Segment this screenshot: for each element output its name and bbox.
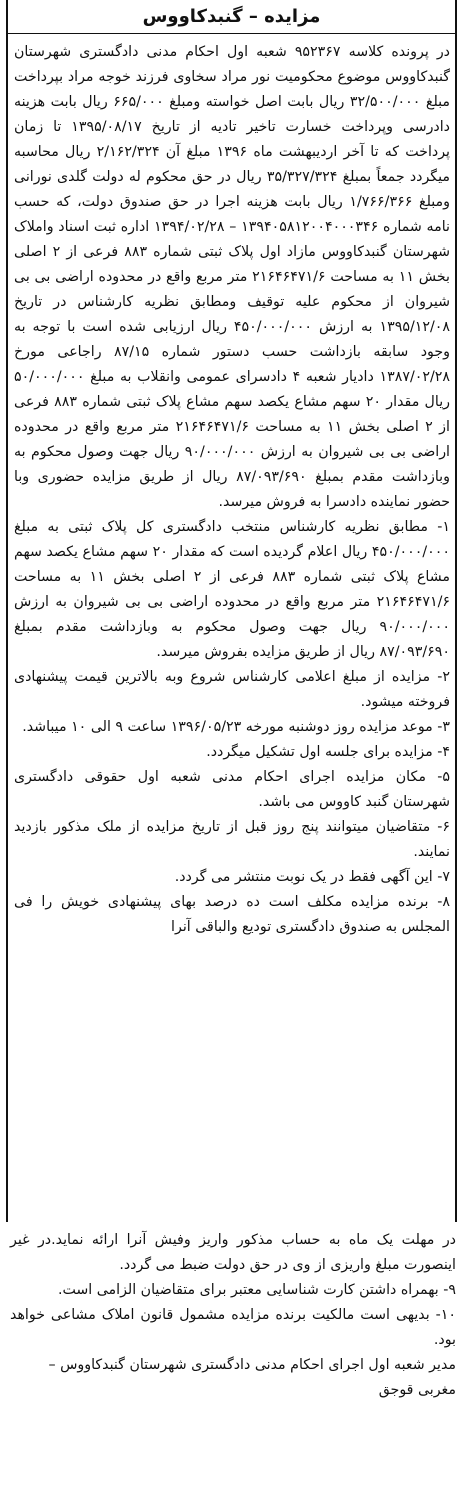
signature: مدیر شعبه اول اجرای احکام مدنی دادگستری شهرستان گنبدکاووس – مغربی قوجق: [48, 1357, 456, 1398]
intro-paragraph: در پرونده کلاسه ۹۵۲۳۶۷ شعبه اول احکام مدنی دادگستری شهرستان گنبدکاووس موضوع محکومیت نور مراد سخاوی فرزند خوجه مراد بپرداخت مبلغ ۳۲/۵۰۰/۰۰۰ ریال بابت اصل خواسته ومبلغ ۶۶۵/۰۰۰ ریال بابت هزینه دادرسی وپرداخت خسارت تاخیر تادیه از تاریخ ۱۳۹۵/۰۸/۱۷ تا زمان پرداخت که تا آخر اردیبهشت ماه ۱۳۹۶ مبلغ آن ۲/۱۶۲/۳۲۴ ریال محاسبه میگردد جمعاً بمبلغ ۳۵/۳۲۷/۳۲۴ ریال در حق محکوم له دولت گلدی نورانی ومبلغ ۱/۷۶۶/۳۶۶ ریال بابت هزینه اجرا در حق صندوق دولت، که حسب نامه شماره ۱۳۹۴۰۵۸۱۲۰۰۴۰۰۰۳۴۶ – ۱۳۹۴/۰۲/۲۸ اداره ثبت اسناد واملاک شهرستان گنبدکاووس مازاد اول پلاک ثبتی شماره ۸۸۳ فرعی از ۲ اصلی بخش ۱۱ به مساحت ۲۱۶۴۶۴۷۱/۶ متر مربع واقع در محدوده اراضی بی بی شیروان از محکوم علیه توقیف ومطابق نظریه کارشناس در تاریخ ۱۳۹۵/۱۲/۰۸ به ارزش ۴۵۰/۰۰۰/۰۰۰ ریال ارزیابی شده است با توجه به وجود سابقه بازداشت حسب دستور شماره ۸۷/۱۵ راجاعی مورخ ۱۳۸۷/۰۲/۲۸ دادیار شعبه ۴ دادسرای عمومی وانقلاب به مبلغ ۵۰/۰۰۰/۰۰۰ ریال مقدار ۲۰ سهم مشاع یکصد سهم مشاع پلاک ثبتی شماره ۸۸۳ فرعی از ۲ اصلی بخش ۱۱ به مساحت ۲۱۶۴۶۴۷۱/۶ متر مربع واقع در محدوده اراضی بی بی شیروان به ارزش ۹۰/۰۰۰/۰۰۰ ریال جهت وصول محکوم به وبازداشت مقدم بمبلغ ۸۷/۰۹۳/۶۹۰ ریال از طریق مزایده حضوری وبا حضور نماینده دادسرا به فروش میرسد.: [14, 44, 451, 510]
notice-title: مزایده – گنبدکاووس: [142, 6, 321, 27]
item-10: ۱۰- بدیهی است مالکیت برنده مزایده مشمول قانون املاک مشاعی خواهد بود.: [10, 1307, 456, 1348]
notice-tail: [10, 1228, 456, 1403]
item-3: ۳- موعد مزایده روز دوشنبه مورخه ۱۳۹۶/۰۵/۲۳ ساعت ۹ الی ۱۰ میباشد.: [22, 719, 450, 735]
item-5: ۵- مکان مزایده اجرای احکام مدنی شعبه اول حقوقی دادگستری شهرستان گنبد کاووس می باشد.: [14, 769, 450, 810]
item-1: ۱- مطابق نظریه کارشناس منتخب دادگستری کل پلاک ثبتی به مبلغ ۴۵۰/۰۰۰/۰۰۰ ریال اعلام گردیده است که مقدار ۲۰ سهم مشاع یکصد سهم مشاع پلاک ثبتی شماره ۸۸۳ فرعی از ۲ اصلی بخش ۱۱ به مساحت ۲۱۶۴۶۴۷۱/۶ متر مربع واقع در محدوده اراضی بی بی شیروان به ارزش ۹۰/۰۰۰/۰۰۰ ریال جهت وصول محکوم به وبازداشت مقدم بمبلغ ۸۷/۰۹۳/۶۹۰ ریال از طریق مزایده بفروش میرسد.: [14, 519, 451, 660]
item-6: ۶- متقاضیان میتوانند پنج روز قبل از تاریخ مزایده از ملک مذکور بازدید نمایند.: [14, 819, 450, 860]
item-9: ۹- بهمراه داشتن کارت شناسایی معتبر برای متقاضیان الزامی است.: [57, 1282, 456, 1298]
item-2: ۲- مزایده از مبلغ اعلامی کارشناس شروع وبه بالاترین قیمت پیشنهادی فروخته میشود.: [14, 669, 450, 710]
item-7: ۷- این آگهی فقط در یک نوبت منتشر می گردد.: [174, 869, 450, 885]
item-8-continuation: در مهلت یک ماه به حساب مذکور واریز وفیش آنرا ارائه نماید.در غیر اینصورت مبلغ واریزی از وی در حق دولت ضبط می گردد.: [10, 1232, 456, 1273]
item-8: ۸- برنده مزایده مکلف است ده درصد بهای پیشنهادی خویش را فی المجلس به صندوق دادگستری تودیع والباقی آنرا: [14, 894, 450, 935]
notice-header: [6, 0, 457, 34]
notice-body: [14, 40, 450, 940]
item-4: ۴- مزایده برای جلسه اول تشکیل میگردد.: [206, 744, 450, 760]
